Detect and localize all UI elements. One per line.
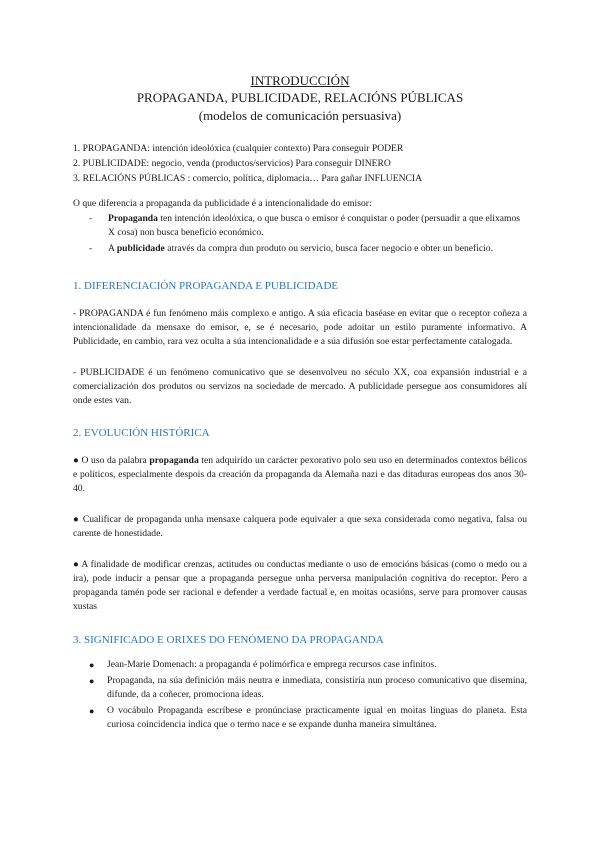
list-item-text: Jean-Marie Domenach: a propaganda é polimórfica e emprega recursos case infinitos. xyxy=(107,659,437,670)
section-heading-1: 1. DIFERENCIACIÓN PROPAGANDA E PUBLICIDADE xyxy=(73,280,339,292)
list-item xyxy=(73,704,527,732)
section1-paragraph-propaganda: - PROPAGANDA é fun fenómeno máis complexo e antigo. A súa eficacia baséase en evitar que o receptor coñeza a intencionalidade da mensaxe do emisor, e, se é necesario, pode adoitar un estilo puramente informativo. A Publicidade, en cambio, rara vez oculta a súa intencionalidade e a súa difusión soe estar perfectamente catalogada. xyxy=(73,308,527,347)
intro-question: O que diferencia a propaganda da publicidade é a intencionalidade do emisor: xyxy=(73,198,372,209)
dash-marker: - xyxy=(89,243,93,254)
section2-p3-text: A finalidade de modificar crenzas, actitudes ou conductas mediante o uso de emocións básicas (como o medo ou a ira), pode inducir a pensar que a propaganda persegue unha perversa manipulación cognitiva do receptor. Pero a propaganda tamén pode ser racional e defender a verdade factual e, en moitas ocasións, serve para promover causas xustas xyxy=(73,559,528,612)
intro-item-propaganda xyxy=(73,212,527,240)
purpose-item: 2. PUBLICIDADE: negocio, venda (productos/servicios) Para conseguir DINERO xyxy=(73,158,391,169)
section1-paragraph-publicidade: - PUBLICIDADE é un fenómeno comunicativo que se desenvolveu no século XX, coa expansión industrial e a comercialización dos produtos ou servizos na sociedade de mercado. A publicidade persegue aos consumidores alí onde estes van. xyxy=(73,367,527,406)
section-heading-2: 2. EVOLUCIÓN HISTÓRICA xyxy=(73,427,210,439)
list-item-text: O vocábulo Propaganda escríbese e pronúnciase practicamente igual en moitas linguas do planeta. Esta curiosa coincidencia indica que o termo nace e se expande dunha maneira simultánea. xyxy=(107,705,527,730)
term-publicidade: publicidade xyxy=(116,243,165,254)
page-title: INTRODUCCIÓN xyxy=(250,73,350,88)
purpose-item: 3. RELACIÓNS PÚBLICAS : comercio, política, diplomacia… Para gañar INFLUENCIA xyxy=(73,173,423,184)
bullet-icon: ● xyxy=(73,514,80,525)
section-heading-3: 3. SIGNIFICADO E ORIXES DO FENÓMENO DA PROPAGANDA xyxy=(73,634,384,646)
section2-p1-pre: O uso da palabra xyxy=(78,455,150,466)
list-item xyxy=(73,658,527,672)
section2-paragraph-3 xyxy=(73,558,527,614)
intro-item-publicidade xyxy=(73,242,527,256)
intro-item-prefix: A xyxy=(108,243,117,254)
dash-marker: - xyxy=(89,213,93,224)
section2-p1-post: ten adquirido un carácter pexorativo polo seu uso en determinados contextos bélicos e políticos, especialmente despois da creación da propaganda da Alemaña nazi e das ditaduras europeas dos anos 30-40. xyxy=(73,455,527,494)
page-subtitle-models: (modelos de comunicación persuasiva) xyxy=(198,108,402,123)
section2-paragraph-2 xyxy=(73,513,527,541)
intro-item-text: através da compra dun produto ou servicio, busca facer negocio e obter un beneficio. xyxy=(164,243,494,254)
list-item xyxy=(73,674,527,702)
purpose-list xyxy=(73,141,527,186)
document-page xyxy=(73,72,527,734)
intro-list xyxy=(73,212,527,256)
bullet-icon: ● xyxy=(89,660,95,670)
intro-item-text: ten intención ideolóxica, o que busca o emisor é conquistar o poder (persuadir a que elixamos X cosa) non busca beneficio económico. xyxy=(108,213,520,238)
section2-p2-text: Cualificar de propaganda unha mensaxe calquera pode equivaler a que sexa considerada como negativa, falsa ou carente de honestidade. xyxy=(73,514,527,539)
term-propaganda: propaganda xyxy=(149,455,199,466)
page-subtitle: PROPAGANDA, PUBLICIDADE, RELACIÓNS PÚBLICAS xyxy=(136,90,464,105)
bullet-icon: ● xyxy=(73,559,80,570)
title-block xyxy=(73,72,527,124)
bullet-icon: ● xyxy=(89,676,95,686)
bullet-icon: ● xyxy=(73,455,79,466)
section2-paragraph-1 xyxy=(73,454,527,496)
bullet-icon: ● xyxy=(89,706,95,716)
list-item-text: Propaganda, na súa definición máis neutra e inmediata, consistiría nun proceso comunicativo que disemina, difunde, da a coñecer, promociona ideas. xyxy=(107,675,527,700)
intro-block xyxy=(73,197,527,256)
term-propaganda: Propaganda xyxy=(108,213,158,224)
section3-list xyxy=(73,658,527,732)
purpose-item: 1. PROPAGANDA: intención ideolóxica (cualquier contexto) Para conseguir PODER xyxy=(73,143,404,154)
